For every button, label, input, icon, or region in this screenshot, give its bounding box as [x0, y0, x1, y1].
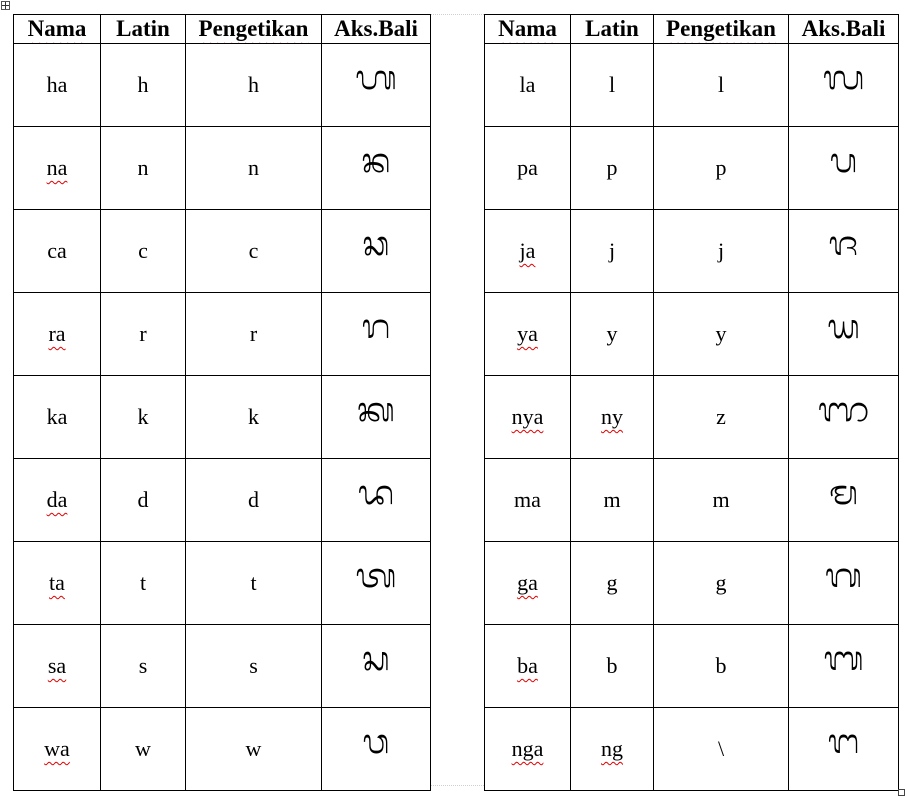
header-row — [14, 15, 431, 44]
balinese-glyph: ᬤ — [357, 473, 395, 513]
balinese-glyph: ᬭ — [361, 307, 391, 347]
cell-nama[interactable]: na — [14, 127, 101, 210]
cell-aksara[interactable] — [322, 210, 431, 293]
cell-aksara[interactable] — [322, 44, 431, 127]
header-nama: Nama — [485, 15, 571, 44]
balinese-glyph: ᬦ — [361, 141, 391, 181]
cell-latin[interactable]: p — [571, 127, 654, 210]
cell-nama[interactable]: ya — [485, 293, 571, 376]
cell-latin[interactable]: d — [101, 459, 186, 542]
cell-pengetikan[interactable]: t — [186, 542, 322, 625]
cell-aksara[interactable] — [322, 376, 431, 459]
cell-pengetikan[interactable]: n — [186, 127, 322, 210]
cell-latin[interactable]: j — [571, 210, 654, 293]
cell-aksara[interactable] — [789, 708, 899, 791]
cell-pengetikan[interactable]: m — [654, 459, 789, 542]
balinese-glyph: ᬧ — [829, 141, 858, 181]
table-row — [485, 708, 899, 791]
balinese-glyph: ᬳ — [355, 58, 397, 98]
balinese-glyph: ᬓ — [357, 390, 395, 430]
cell-latin[interactable]: y — [571, 293, 654, 376]
balinese-glyph: ᬚ — [828, 224, 859, 264]
cell-aksara[interactable] — [789, 44, 899, 127]
table-row — [14, 293, 431, 376]
cell-latin[interactable]: l — [571, 44, 654, 127]
header-latin: Latin — [571, 15, 654, 44]
cell-pengetikan[interactable]: p — [654, 127, 789, 210]
header-aksara: Aks.Bali — [322, 15, 431, 44]
cell-nama[interactable]: nga — [485, 708, 571, 791]
table-move-handle-icon[interactable] — [1, 1, 10, 10]
cell-nama[interactable]: nya — [485, 376, 571, 459]
balinese-glyph: ᬕ — [824, 556, 863, 596]
table-row — [485, 376, 899, 459]
cell-nama[interactable]: ja — [485, 210, 571, 293]
balinese-glyph: ᬲ — [362, 639, 390, 679]
cell-nama[interactable]: ca — [14, 210, 101, 293]
cell-latin[interactable]: n — [101, 127, 186, 210]
cell-aksara[interactable] — [322, 542, 431, 625]
cell-latin[interactable]: b — [571, 625, 654, 708]
cell-pengetikan[interactable]: w — [186, 708, 322, 791]
cell-aksara[interactable] — [789, 542, 899, 625]
balinese-glyph: ᬬ — [827, 307, 860, 347]
cell-aksara[interactable] — [322, 459, 431, 542]
cell-latin[interactable]: t — [101, 542, 186, 625]
cell-nama[interactable]: ka — [14, 376, 101, 459]
header-pengetikan: Pengetikan — [186, 15, 322, 44]
cell-latin[interactable]: w — [101, 708, 186, 791]
cell-nama[interactable]: ba — [485, 625, 571, 708]
cell-aksara[interactable] — [322, 127, 431, 210]
aksara-table-right — [484, 14, 899, 791]
balinese-glyph: ᬫ — [828, 473, 859, 513]
cell-nama[interactable]: da — [14, 459, 101, 542]
cell-pengetikan[interactable]: c — [186, 210, 322, 293]
table-row — [485, 459, 899, 542]
cell-pengetikan[interactable]: z — [654, 376, 789, 459]
table-row — [485, 625, 899, 708]
table-gap-guide — [430, 14, 484, 786]
table-row — [14, 44, 431, 127]
cell-latin[interactable]: ny — [571, 376, 654, 459]
table-row — [485, 293, 899, 376]
cell-pengetikan[interactable]: d — [186, 459, 322, 542]
header-pengetikan: Pengetikan — [654, 15, 789, 44]
cell-aksara[interactable] — [322, 293, 431, 376]
cell-latin[interactable]: r — [101, 293, 186, 376]
table-row — [14, 625, 431, 708]
cell-pengetikan[interactable]: j — [654, 210, 789, 293]
aksara-table-left — [13, 14, 431, 791]
table-row — [485, 210, 899, 293]
table-row — [14, 127, 431, 210]
cell-latin[interactable]: ng — [571, 708, 654, 791]
balinese-glyph: ᬜ — [817, 390, 870, 430]
cell-nama[interactable]: sa — [14, 625, 101, 708]
cell-nama[interactable]: ga — [485, 542, 571, 625]
cell-aksara[interactable] — [322, 708, 431, 791]
table-row — [485, 542, 899, 625]
cell-nama[interactable]: la — [485, 44, 571, 127]
header-nama: Nama — [14, 15, 101, 44]
balinese-glyph: ᬮ — [822, 58, 865, 98]
cell-aksara[interactable] — [789, 625, 899, 708]
balinese-glyph: ᬘ — [362, 224, 390, 264]
cell-pengetikan[interactable]: g — [654, 542, 789, 625]
cell-nama[interactable]: ta — [14, 542, 101, 625]
cell-pengetikan[interactable]: r — [186, 293, 322, 376]
cell-aksara[interactable] — [322, 625, 431, 708]
balinese-glyph: ᬗ — [827, 722, 860, 762]
cell-aksara[interactable] — [789, 293, 899, 376]
balinese-glyph: ᬩ — [823, 639, 864, 679]
balinese-glyph: ᬢ — [355, 556, 397, 596]
balinese-glyph: ᬯ — [362, 722, 390, 762]
cell-nama[interactable]: pa — [485, 127, 571, 210]
cell-nama[interactable]: wa — [14, 708, 101, 791]
cell-latin[interactable]: m — [571, 459, 654, 542]
cell-aksara[interactable] — [789, 127, 899, 210]
cell-nama[interactable]: ha — [14, 44, 101, 127]
cell-latin[interactable]: k — [101, 376, 186, 459]
table-row — [14, 376, 431, 459]
table-row — [14, 459, 431, 542]
cell-latin[interactable]: c — [101, 210, 186, 293]
cell-pengetikan[interactable]: s — [186, 625, 322, 708]
header-row — [485, 15, 899, 44]
cell-pengetikan[interactable]: h — [186, 44, 322, 127]
table-row — [485, 127, 899, 210]
cell-pengetikan[interactable]: y — [654, 293, 789, 376]
cell-pengetikan[interactable]: b — [654, 625, 789, 708]
cell-nama[interactable]: ra — [14, 293, 101, 376]
cell-latin[interactable]: s — [101, 625, 186, 708]
cell-pengetikan[interactable]: \ — [654, 708, 789, 791]
cell-aksara[interactable] — [789, 210, 899, 293]
cell-pengetikan[interactable]: k — [186, 376, 322, 459]
cell-aksara[interactable] — [789, 459, 899, 542]
cell-latin[interactable]: h — [101, 44, 186, 127]
cell-nama[interactable]: ma — [485, 459, 571, 542]
table-row — [14, 542, 431, 625]
cell-pengetikan[interactable]: l — [654, 44, 789, 127]
table-resize-handle-icon[interactable] — [898, 789, 905, 796]
header-aksara: Aks.Bali — [789, 15, 899, 44]
table-row — [14, 210, 431, 293]
header-latin: Latin — [101, 15, 186, 44]
cell-aksara[interactable] — [789, 376, 899, 459]
table-row — [485, 44, 899, 127]
table-row — [14, 708, 431, 791]
cell-latin[interactable]: g — [571, 542, 654, 625]
